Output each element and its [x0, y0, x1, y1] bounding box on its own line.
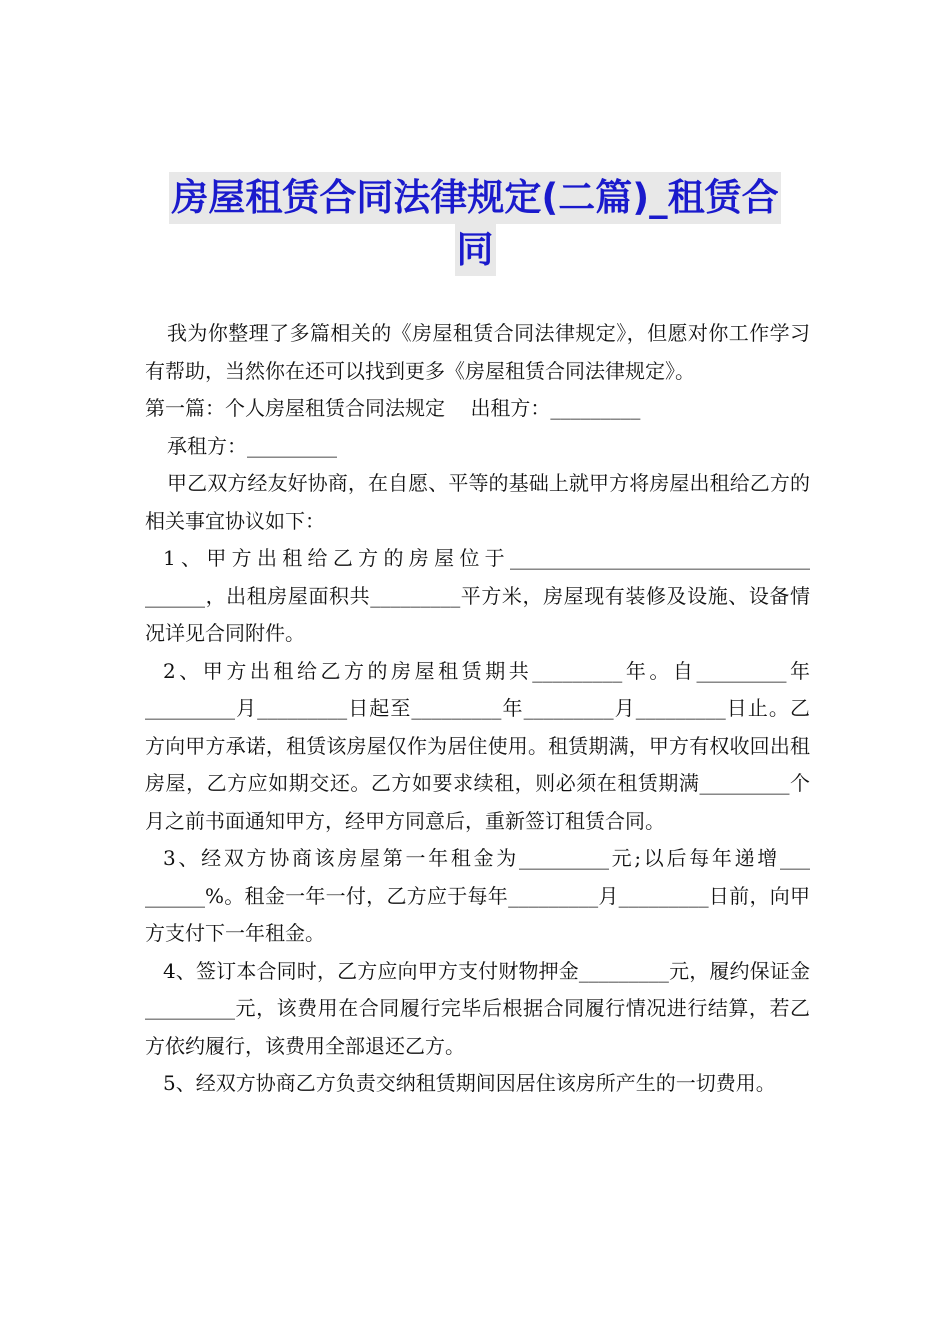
intro-paragraph: 我为你整理了多篇相关的《房屋租赁合同法律规定》，但愿对你工作学习有帮助，当然你在还可以找到更多《房屋租赁合同法律规定》。 [145, 321, 810, 383]
clause-2: 2、甲方出租给乙方的房屋租赁期共_________年。自_________年 _________月_________日起至_________年_________月_________日止。乙方向甲方承诺，租赁该房屋仅作为居住使用。租赁期满，甲方有权收回出租房屋，乙方应如期交还。乙方如要求续租，则必须在租赁期满_________个月之前书面通知甲方，经甲方同意后，重新签订租赁合同。 [145, 658, 810, 833]
clause-4: 4、签订本合同时，乙方应向甲方支付财物押金_________元，履约保证金_________元，该费用在合同履行完毕后根据合同履行情况进行结算，若乙方依约履行，该费用全部退还乙方。 [145, 958, 810, 1058]
section-heading: 第一篇：个人房屋租赁合同法规定 [145, 396, 445, 420]
title-line-2: 同 [455, 224, 496, 276]
preamble-paragraph: 甲乙双方经友好协商，在自愿、平等的基础上就甲方将房屋出租给乙方的相关事宜协议如下： [145, 471, 810, 533]
document-body [145, 315, 810, 1103]
clause-5: 5、经双方协商乙方负责交纳租赁期间因居住该房所产生的一切费用。 [163, 1071, 776, 1095]
document-title [120, 172, 830, 276]
lessee-line: 承租方：_________ [167, 433, 337, 458]
section-heading-row [145, 390, 810, 428]
clause-1: 1、甲方出租给乙方的房屋位于______________________________ ______，出租房屋面积共_________平方米，房屋现有装修及设施、设备情况详见合同附件。 [145, 546, 810, 645]
lessor-line: 出租方：_________ [470, 396, 641, 420]
clause-3: 3、经双方协商该房屋第一年租金为_________元;以后每年递增___ ______%。租金一年一付，乙方应于每年_________月_________日前，向甲方支付下一年租金。 [145, 846, 810, 945]
title-line-1: 房屋租赁合同法律规定(二篇)_租赁合 [169, 172, 780, 224]
